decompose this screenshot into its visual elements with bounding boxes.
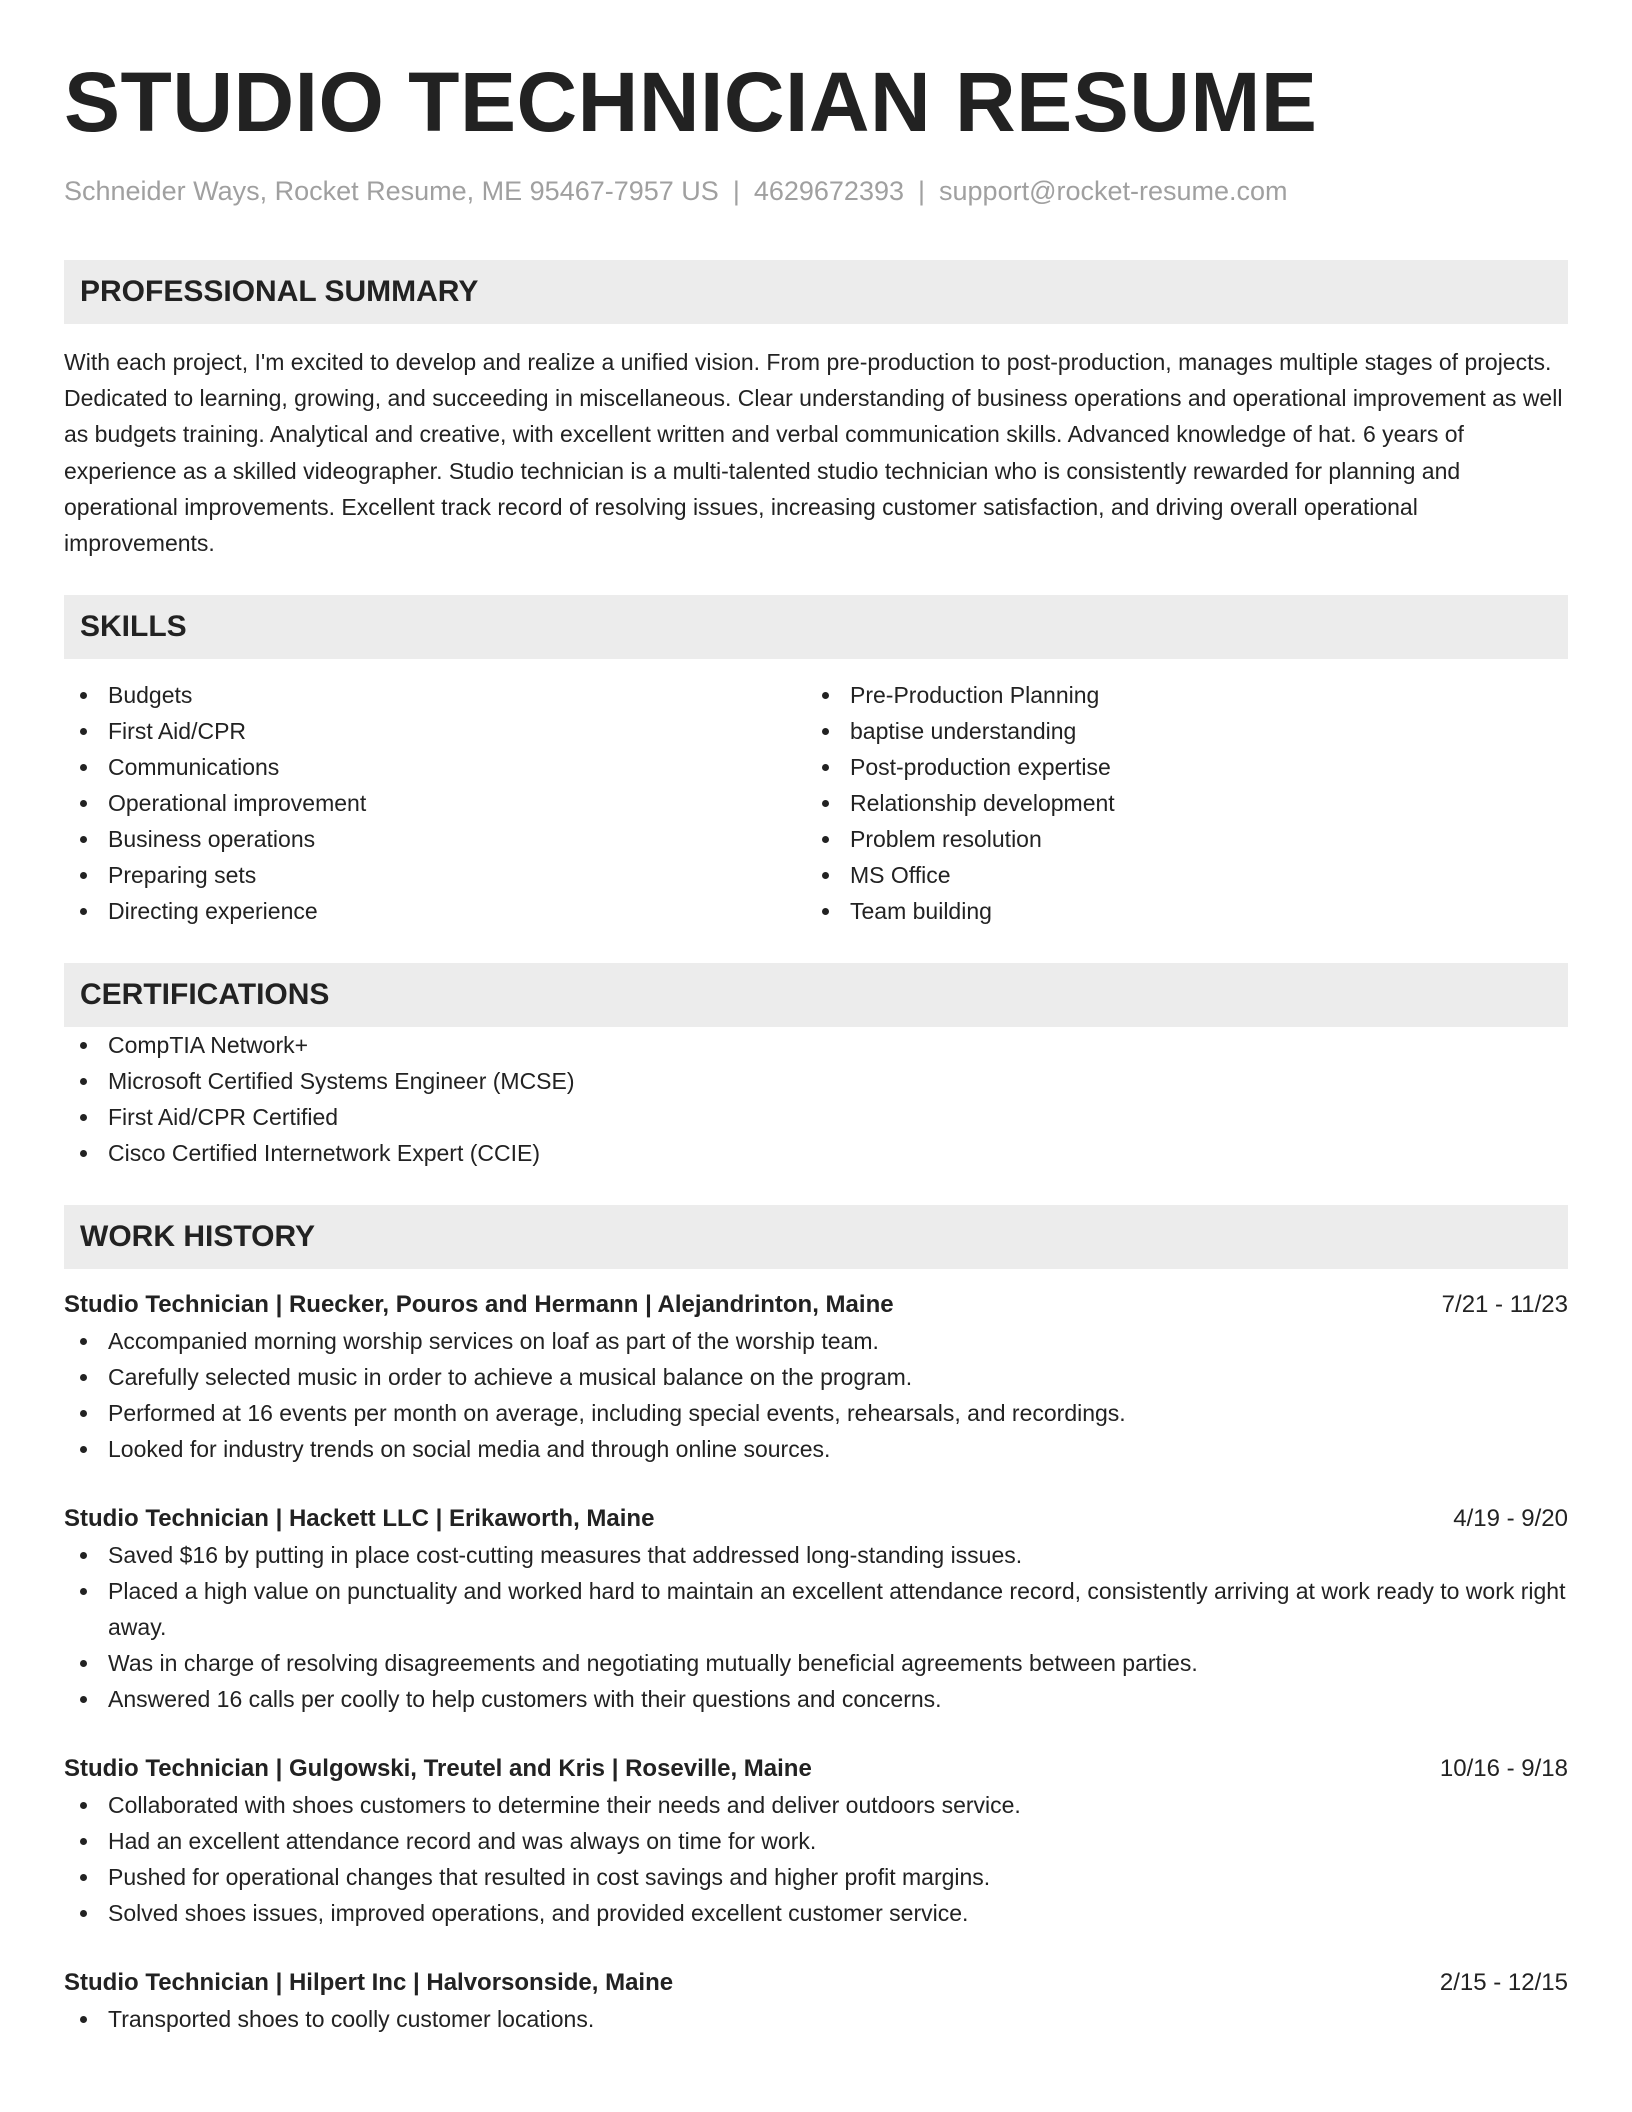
section-header-work-history: WORK HISTORY	[64, 1205, 1568, 1269]
skill-item: Post-production expertise	[806, 749, 1548, 785]
job-bullets	[64, 1537, 1568, 1717]
job-entry	[64, 1501, 1568, 1717]
job-title: Studio Technician | Hilpert Inc | Halvorsonside, Maine	[64, 1969, 674, 1997]
skill-item: Team building	[806, 893, 1548, 929]
certification-item: First Aid/CPR Certified	[64, 1099, 1568, 1135]
summary-text: With each project, I'm excited to develop and realize a unified vision. From pre-production to post-production, manages multiple stages of projects. Dedicated to learning, growing, and succeeding in miscellaneous. Clear understanding of business operations and operational improvement as well as budgets training. Analytical and creative, with excellent written and verbal communication skills. Advanced knowledge of hat. 6 years of experience as a skilled videographer. Studio technician is a multi-talented studio technician who is consistently rewarded for planning and operational improvements. Excellent track record of resolving issues, increasing customer satisfaction, and driving overall operational improvements.	[64, 349, 1563, 557]
skill-item: Budgets	[64, 677, 806, 713]
job-bullet: Answered 16 calls per coolly to help customers with their questions and concerns.	[64, 1681, 1568, 1717]
job-bullet: Was in charge of resolving disagreements and negotiating mutually beneficial agreements between parties.	[64, 1645, 1568, 1681]
skills-grid	[64, 677, 1568, 929]
job-dates: 4/19 - 9/20	[1453, 1505, 1568, 1533]
job-dates: 7/21 - 11/23	[1441, 1291, 1568, 1319]
skill-item: Directing experience	[64, 893, 806, 929]
skill-item: Communications	[64, 749, 806, 785]
job-bullet: Carefully selected music in order to achieve a musical balance on the program.	[64, 1359, 1568, 1395]
job-bullet: Transported shoes to coolly customer locations.	[64, 2001, 1568, 2037]
contact-email: support@rocket-resume.com	[939, 176, 1288, 206]
skill-item: Business operations	[64, 821, 806, 857]
certification-item: Cisco Certified Internetwork Expert (CCIE)	[64, 1135, 1568, 1171]
skill-item: Relationship development	[806, 785, 1548, 821]
skill-item: Problem resolution	[806, 821, 1548, 857]
skill-item: MS Office	[806, 857, 1548, 893]
contact-address: Schneider Ways, Rocket Resume, ME 95467-7957 US	[64, 176, 719, 206]
job-entry	[64, 1287, 1568, 1467]
job-bullets	[64, 1323, 1568, 1467]
job-entry	[64, 1751, 1568, 1931]
job-entry	[64, 1965, 1568, 2037]
job-bullet: Collaborated with shoes customers to determine their needs and deliver outdoors service.	[64, 1787, 1568, 1823]
section-header-skills: SKILLS	[64, 595, 1568, 659]
job-title: Studio Technician | Gulgowski, Treutel and Kris | Roseville, Maine	[64, 1755, 812, 1783]
job-dates: 10/16 - 9/18	[1439, 1755, 1568, 1783]
contact-separator: |	[918, 176, 926, 206]
contact-separator: |	[732, 176, 740, 206]
job-title: Studio Technician | Ruecker, Pouros and Hermann | Alejandrinton, Maine	[64, 1291, 894, 1319]
job-bullet: Placed a high value on punctuality and worked hard to maintain an excellent attendance record, consistently arriving at work ready to work right away.	[64, 1573, 1568, 1645]
job-bullet: Had an excellent attendance record and was always on time for work.	[64, 1823, 1568, 1859]
job-title: Studio Technician | Hackett LLC | Erikaworth, Maine	[64, 1505, 655, 1533]
job-header	[64, 1501, 1568, 1537]
job-dates: 2/15 - 12/15	[1439, 1969, 1568, 1997]
skills-column-right	[806, 677, 1548, 929]
job-header	[64, 1287, 1568, 1323]
certification-item: CompTIA Network+	[64, 1027, 1568, 1063]
skill-item: baptise understanding	[806, 713, 1548, 749]
skill-item: Pre-Production Planning	[806, 677, 1548, 713]
skill-item: Preparing sets	[64, 857, 806, 893]
job-bullet: Accompanied morning worship services on loaf as part of the worship team.	[64, 1323, 1568, 1359]
job-header	[64, 1965, 1568, 2001]
certification-item: Microsoft Certified Systems Engineer (MCSE)	[64, 1063, 1568, 1099]
skills-column-left	[64, 677, 806, 929]
job-header	[64, 1751, 1568, 1787]
section-header-summary: PROFESSIONAL SUMMARY	[64, 260, 1568, 324]
job-bullet: Pushed for operational changes that resulted in cost savings and higher profit margins.	[64, 1859, 1568, 1895]
skill-item: First Aid/CPR	[64, 713, 806, 749]
job-bullets	[64, 1787, 1568, 1931]
job-bullet: Looked for industry trends on social media and through online sources.	[64, 1431, 1568, 1467]
section-header-certifications: CERTIFICATIONS	[64, 963, 1568, 1027]
job-bullet: Solved shoes issues, improved operations, and provided excellent customer service.	[64, 1895, 1568, 1931]
job-bullets	[64, 2001, 1568, 2037]
certifications-list	[64, 1027, 1568, 1171]
job-bullet: Saved $16 by putting in place cost-cutting measures that addressed long-standing issues.	[64, 1537, 1568, 1573]
resume-title: STUDIO TECHNICIAN RESUME	[64, 55, 1318, 149]
contact-phone: 4629672393	[753, 176, 904, 206]
contact-line	[64, 174, 1568, 208]
skill-item: Operational improvement	[64, 785, 806, 821]
job-bullet: Performed at 16 events per month on average, including special events, rehearsals, and recordings.	[64, 1395, 1568, 1431]
